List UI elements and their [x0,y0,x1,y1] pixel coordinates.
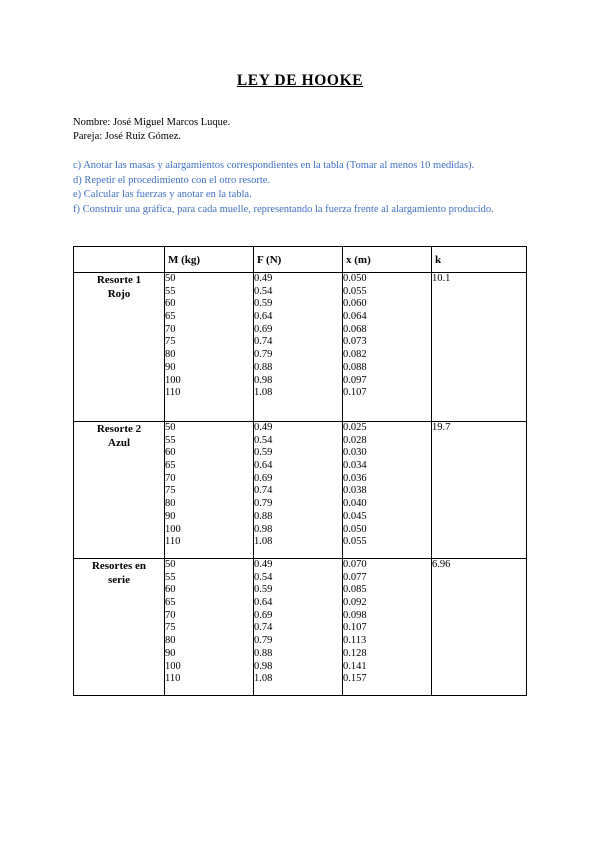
table-value: 0.141 [343,660,367,672]
group-label [74,559,165,696]
table-value: 0.128 [343,647,367,659]
table-value: 0.79 [254,635,273,647]
table-value: 0.74 [254,622,273,634]
table-value: 80 [165,635,176,647]
group-label-line2: serie [108,574,130,586]
group-label [74,273,165,422]
table-value: 0.54 [254,571,273,583]
group-row [74,559,527,696]
table-value: 0.98 [254,374,273,386]
table-value: 90 [165,361,176,373]
table-value: 110 [165,387,181,399]
table-value: 0.157 [343,673,367,685]
table-value: 0.69 [254,609,273,621]
table-value: 0.69 [254,323,273,335]
table-value: 60 [165,584,176,596]
table-value: 0.64 [254,597,273,609]
table-value: 0.028 [343,434,367,446]
table-value: 100 [165,660,181,672]
group-label-line1: Resorte 2 [96,423,142,435]
table-value: 0.077 [343,571,367,583]
table-value: 0.54 [254,285,273,297]
table-value: 0.64 [254,311,273,323]
table-value: 0.085 [343,584,367,596]
table-value: 90 [165,647,176,659]
force-cell [254,273,343,422]
table-value: 0.113 [343,635,367,647]
table-value: 0.59 [254,447,273,459]
table-value: 0.88 [254,361,273,373]
k-cell [432,422,527,559]
header-mass: M (kg) [165,247,254,273]
header-k: k [432,247,527,273]
table-value: 110 [165,673,181,685]
table-value: 0.068 [343,323,367,335]
table-value: 100 [165,374,181,386]
mass-cell [165,559,254,696]
table-value: 65 [165,460,176,472]
table-value: 0.98 [254,523,273,535]
table-value: 0.88 [254,510,273,522]
table-value: 1.08 [254,673,273,685]
table-value: 0.88 [254,647,273,659]
table-value: 0.038 [343,485,367,497]
instruction-c: c) Anotar las masas y alargamientos correspondientes en la tabla (Tomar al menos 10 medidas). [73,160,475,171]
table-value: 0.98 [254,660,273,672]
table-value: 0.59 [254,298,273,310]
table-value: 75 [165,485,176,497]
table-value: 100 [165,523,181,535]
table-value: 65 [165,311,176,323]
table-value: 0.036 [343,472,367,484]
table-value: 0.055 [343,285,367,297]
table-value: 75 [165,622,176,634]
table-value: 65 [165,597,176,609]
table-value: 0.055 [343,536,367,548]
table-value: 0.064 [343,311,367,323]
student-name: Nombre: José Miguel Marcos Luque. [73,117,231,128]
table-value: 80 [165,349,176,361]
mass-cell [165,422,254,559]
k-cell [432,559,527,696]
table-value: 0.034 [343,460,367,472]
results-table [73,246,527,696]
table-value: 80 [165,498,176,510]
table-value: 55 [165,434,176,446]
table-value: 1.08 [254,387,273,399]
table-value: 90 [165,510,176,522]
group-row [74,422,527,559]
table-value: 0.097 [343,374,367,386]
table-value: 1.08 [254,536,273,548]
table-value: 0.49 [254,273,273,284]
table-value: 70 [165,323,176,335]
table-value: 50 [165,422,176,433]
table-value: 0.098 [343,609,367,621]
table-value: 55 [165,285,176,297]
header-elongation: x (m) [343,247,432,273]
table-value: 0.088 [343,361,367,373]
group-label-line2: Rojo [107,288,131,300]
group-label-line1: Resortes en [91,560,147,572]
table-value: 0.050 [343,273,367,284]
table-value: 55 [165,571,176,583]
table-value: 0.49 [254,422,273,433]
k-value: 10.1 [432,273,451,284]
table-value: 0.74 [254,485,273,497]
instruction-f: f) Construir una gráfica, para cada muelle, representando la fuerza frente al alargamiento producido. [73,203,494,215]
elongation-cell [343,422,432,559]
header-force: F (N) [254,247,343,273]
header-blank [74,247,165,273]
group-row [74,273,527,422]
table-value: 0.107 [343,387,367,399]
table-header-row [74,247,527,273]
table-value: 0.050 [343,523,367,535]
k-value: 6.96 [432,559,451,570]
table-value: 0.107 [343,622,367,634]
table-value: 0.082 [343,349,367,361]
force-cell [254,422,343,559]
table-value: 60 [165,298,176,310]
instruction-e: e) Calcular las fuerzas y anotar en la tabla. [73,189,252,201]
table-value: 0.040 [343,498,367,510]
mass-cell [165,273,254,422]
page-title: LEY DE HOOKE [236,72,364,89]
table-value: 0.69 [254,472,273,484]
k-value: 19.7 [432,422,451,433]
table-value: 0.030 [343,447,367,459]
table-value: 50 [165,273,176,284]
group-label-line1: Resorte 1 [96,274,142,286]
table-value: 0.74 [254,336,273,348]
table-value: 60 [165,447,176,459]
table-value: 75 [165,336,176,348]
group-label [74,422,165,559]
partner-name: Pareja: José Ruiz Gómez. [73,131,181,142]
table-value: 0.070 [343,559,367,570]
table-value: 0.073 [343,336,367,348]
k-cell [432,273,527,422]
force-cell [254,559,343,696]
group-label-line2: Azul [108,437,130,449]
elongation-cell [343,559,432,696]
table-value: 50 [165,559,176,570]
table-value: 110 [165,536,181,548]
table-value: 0.79 [254,498,273,510]
instructions-list [73,159,494,217]
table-value: 0.64 [254,460,273,472]
table-value: 0.060 [343,298,367,310]
table-value: 0.79 [254,349,273,361]
elongation-cell [343,273,432,422]
table-value: 0.045 [343,510,367,522]
table-value: 70 [165,472,176,484]
table-value: 0.59 [254,584,273,596]
table-value: 0.54 [254,434,273,446]
table-value: 70 [165,609,176,621]
table-value: 0.092 [343,597,367,609]
instruction-d: d) Repetir el procedimiento con el otro resorte. [73,174,271,186]
table-value: 0.025 [343,422,367,433]
table-value: 0.49 [254,559,273,570]
